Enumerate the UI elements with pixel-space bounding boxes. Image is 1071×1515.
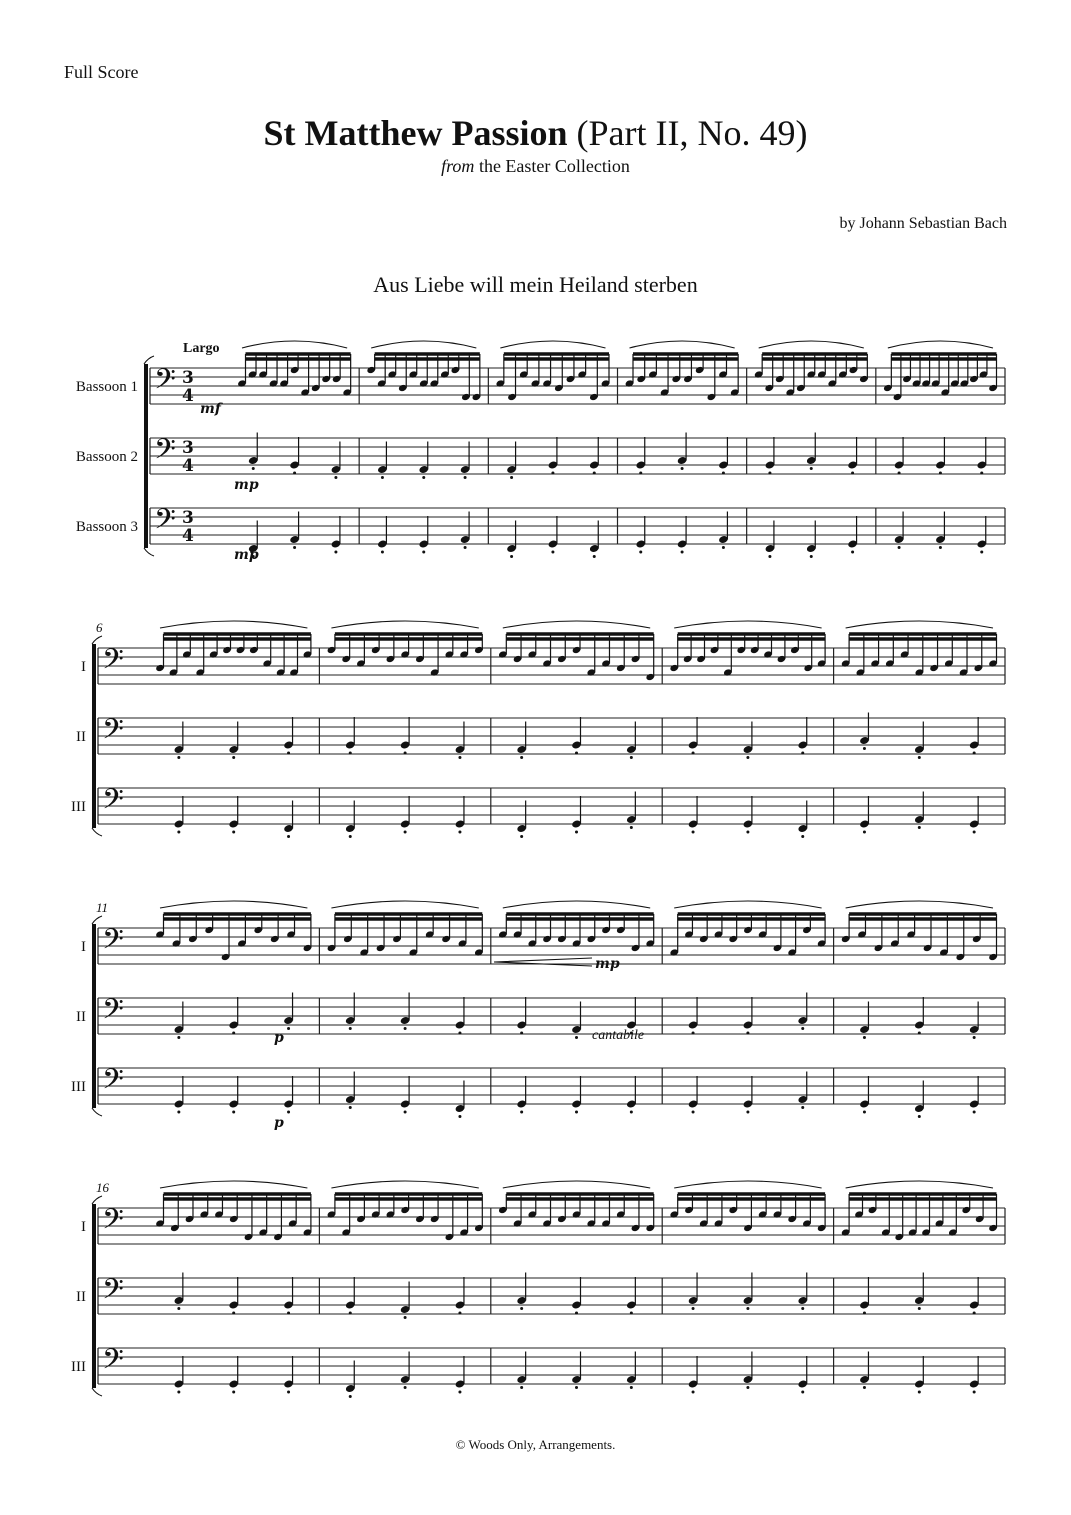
staccato-dot: [575, 831, 578, 834]
staccato-dot: [551, 551, 554, 554]
staccato-dot: [973, 1312, 976, 1315]
staff-3: [71, 1063, 1005, 1118]
slur: [503, 901, 650, 908]
staccato-dot: [801, 1391, 804, 1394]
staccato-dot: [801, 1027, 804, 1030]
slur: [846, 901, 993, 908]
instrument-label: I: [81, 939, 86, 955]
dynamic-marking: mp: [595, 956, 620, 972]
full-score-label: Full Score: [64, 62, 139, 82]
staccato-dot: [177, 1307, 180, 1310]
slur: [674, 901, 821, 908]
staccato-dot: [801, 835, 804, 838]
staccato-dot: [232, 831, 235, 834]
staff-3: [71, 783, 1005, 838]
staccato-dot: [458, 1115, 461, 1118]
staccato-dot: [177, 756, 180, 759]
instrument-label: III: [71, 1359, 86, 1375]
staccato-dot: [575, 1036, 578, 1039]
staccato-dot: [918, 1307, 921, 1310]
staccato-dot: [863, 1312, 866, 1315]
slur: [331, 1181, 478, 1188]
staccato-dot: [177, 1036, 180, 1039]
bass-clef-icon: 𝄢: [102, 1063, 124, 1103]
instrument-label: II: [76, 1289, 86, 1305]
staccato-dot: [510, 476, 513, 479]
staccato-dot: [252, 467, 255, 470]
staccato-dot: [404, 1027, 407, 1030]
staccato-dot: [593, 555, 596, 558]
staccato-dot: [422, 476, 425, 479]
instrument-label: III: [71, 1079, 86, 1095]
staccato-dot: [458, 756, 461, 759]
staccato-dot: [458, 1032, 461, 1035]
bass-clef-icon: 𝄢: [102, 923, 124, 963]
staccato-dot: [349, 835, 352, 838]
staccato-dot: [863, 831, 866, 834]
staccato-dot: [381, 551, 384, 554]
slur: [674, 621, 821, 628]
staccato-dot: [232, 1111, 235, 1114]
bass-clef-icon: 𝄢: [102, 643, 124, 683]
staccato-dot: [575, 1386, 578, 1389]
instrument-label: III: [71, 799, 86, 815]
staccato-dot: [980, 472, 983, 475]
staccato-dot: [863, 1386, 866, 1389]
title-main: St Matthew Passion: [263, 113, 568, 153]
tempo-marking: Largo: [183, 341, 220, 356]
staff-2: [76, 713, 1005, 760]
dynamic-marking: mp: [234, 547, 259, 563]
staccato-dot: [639, 551, 642, 554]
slur: [331, 901, 478, 908]
staccato-dot: [520, 756, 523, 759]
staccato-dot: [520, 1032, 523, 1035]
bass-clef-icon: 𝄢: [102, 993, 124, 1033]
title-suffix: (Part II, No. 49): [567, 113, 808, 153]
slur: [371, 341, 476, 348]
staccato-dot: [863, 747, 866, 750]
bracket-top: [92, 916, 102, 924]
staccato-dot: [177, 1111, 180, 1114]
staccato-dot: [575, 752, 578, 755]
crescendo-hairpin: [494, 958, 592, 966]
bracket-top: [92, 1196, 102, 1204]
staccato-dot: [458, 1312, 461, 1315]
staccato-dot: [746, 1111, 749, 1114]
staccato-dot: [973, 1111, 976, 1114]
dynamic-marking: p: [274, 1030, 284, 1046]
subtitle-rest: the Easter Collection: [474, 156, 630, 176]
staccato-dot: [692, 1111, 695, 1114]
expression-marking: cantabile: [592, 1028, 645, 1043]
bass-clef-icon: 𝄢: [102, 713, 124, 753]
bass-clef-icon: 𝄢: [102, 1273, 124, 1313]
staccato-dot: [939, 472, 942, 475]
staccato-dot: [973, 752, 976, 755]
time-signature-bottom: 4: [182, 386, 194, 406]
staccato-dot: [918, 1391, 921, 1394]
staccato-dot: [692, 831, 695, 834]
time-signature-bottom: 4: [182, 526, 194, 546]
slur: [846, 621, 993, 628]
slur: [759, 341, 864, 348]
staccato-dot: [973, 1036, 976, 1039]
staccato-dot: [692, 1032, 695, 1035]
system-2: [71, 620, 1005, 838]
staff-1: [81, 901, 1005, 964]
staccato-dot: [681, 551, 684, 554]
staccato-dot: [630, 1386, 633, 1389]
staccato-dot: [520, 1307, 523, 1310]
staccato-dot: [232, 1312, 235, 1315]
staccato-dot: [422, 551, 425, 554]
staccato-dot: [630, 1312, 633, 1315]
staccato-dot: [177, 1391, 180, 1394]
staccato-dot: [722, 472, 725, 475]
bracket-bottom: [92, 828, 102, 836]
instrument-label: Bassoon 2: [75, 449, 138, 465]
staccato-dot: [918, 826, 921, 829]
staccato-dot: [520, 1111, 523, 1114]
dynamic-marking: mf: [200, 401, 221, 417]
staccato-dot: [768, 472, 771, 475]
staccato-dot: [980, 551, 983, 554]
staccato-dot: [293, 472, 296, 475]
staccato-dot: [630, 1111, 633, 1114]
bracket-bottom: [92, 1108, 102, 1116]
staff-3: [76, 503, 1005, 558]
staff-3: [71, 1343, 1005, 1398]
system-3: [71, 900, 1005, 1118]
staccato-dot: [973, 1391, 976, 1394]
staccato-dot: [287, 1312, 290, 1315]
staccato-dot: [692, 1391, 695, 1394]
measure-number: 6: [96, 620, 103, 635]
staccato-dot: [918, 1032, 921, 1035]
staccato-dot: [287, 1391, 290, 1394]
staccato-dot: [404, 831, 407, 834]
staff-2: [76, 433, 1005, 480]
staccato-dot: [349, 1027, 352, 1030]
staccato-dot: [520, 835, 523, 838]
staccato-dot: [349, 1312, 352, 1315]
subtitle-from: from: [441, 156, 475, 176]
staccato-dot: [349, 752, 352, 755]
staccato-dot: [232, 1032, 235, 1035]
instrument-label: I: [81, 1219, 86, 1235]
staccato-dot: [851, 551, 854, 554]
bracket-top: [92, 636, 102, 644]
instrument-label: Bassoon 3: [75, 519, 138, 535]
staccato-dot: [681, 467, 684, 470]
staccato-dot: [334, 476, 337, 479]
staccato-dot: [898, 472, 901, 475]
measure-number: 11: [96, 900, 109, 915]
staccato-dot: [630, 756, 633, 759]
dynamic-marking: mp: [234, 477, 259, 493]
bracket-top: [144, 356, 154, 364]
bass-clef-icon: 𝄢: [154, 363, 176, 403]
staccato-dot: [746, 756, 749, 759]
time-signature-top: 3: [182, 368, 194, 388]
staccato-dot: [768, 555, 771, 558]
staccato-dot: [630, 826, 633, 829]
staccato-dot: [464, 546, 467, 549]
staccato-dot: [801, 1106, 804, 1109]
staccato-dot: [349, 1106, 352, 1109]
staff-2: [76, 1273, 1005, 1320]
staccato-dot: [801, 752, 804, 755]
staccato-dot: [746, 1386, 749, 1389]
slur: [503, 1181, 650, 1188]
slur: [160, 621, 307, 628]
slur: [160, 1181, 307, 1188]
staccato-dot: [918, 1115, 921, 1118]
instrument-label: I: [81, 659, 86, 675]
staccato-dot: [746, 1307, 749, 1310]
staccato-dot: [334, 551, 337, 554]
staccato-dot: [939, 546, 942, 549]
slur: [846, 1181, 993, 1188]
bass-clef-icon: 𝄢: [102, 783, 124, 823]
staccato-dot: [810, 555, 813, 558]
staccato-dot: [801, 1307, 804, 1310]
staccato-dot: [639, 472, 642, 475]
staccato-dot: [575, 1312, 578, 1315]
bracket-bottom: [144, 548, 154, 556]
bass-clef-icon: 𝄢: [102, 1343, 124, 1383]
bass-clef-icon: 𝄢: [154, 503, 176, 543]
time-signature-bottom: 4: [182, 456, 194, 476]
slur: [888, 341, 993, 348]
system-1: [76, 341, 1005, 558]
staccato-dot: [810, 467, 813, 470]
instrument-label: Bassoon 1: [75, 379, 138, 395]
staccato-dot: [593, 472, 596, 475]
staccato-dot: [918, 756, 921, 759]
slur: [630, 341, 735, 348]
staccato-dot: [851, 472, 854, 475]
staff-1: [81, 621, 1005, 684]
bracket-bottom: [92, 1388, 102, 1396]
movement-title: Aus Liebe will mein Heiland sterben: [373, 272, 698, 297]
staccato-dot: [404, 1316, 407, 1319]
staccato-dot: [293, 546, 296, 549]
slur: [503, 621, 650, 628]
staccato-dot: [287, 835, 290, 838]
instrument-label: II: [76, 1009, 86, 1025]
staccato-dot: [551, 472, 554, 475]
staccato-dot: [746, 831, 749, 834]
staccato-dot: [232, 756, 235, 759]
staccato-dot: [863, 1036, 866, 1039]
staccato-dot: [404, 1111, 407, 1114]
system-4: [71, 1180, 1005, 1398]
composer: by Johann Sebastian Bach: [839, 215, 1007, 232]
staccato-dot: [458, 1391, 461, 1394]
staccato-dot: [232, 1391, 235, 1394]
staccato-dot: [381, 476, 384, 479]
staccato-dot: [458, 831, 461, 834]
slur: [674, 1181, 821, 1188]
slur: [500, 341, 605, 348]
staff-1: [81, 1181, 1005, 1244]
copyright-footer: © Woods Only, Arrangements.: [455, 1437, 616, 1452]
staccato-dot: [510, 555, 513, 558]
staccato-dot: [520, 1386, 523, 1389]
measure-number: 16: [96, 1180, 109, 1195]
time-signature-top: 3: [182, 508, 194, 528]
instrument-label: II: [76, 729, 86, 745]
bass-clef-icon: 𝄢: [154, 433, 176, 473]
staccato-dot: [464, 476, 467, 479]
staccato-dot: [692, 752, 695, 755]
slur: [160, 901, 307, 908]
staccato-dot: [287, 1027, 290, 1030]
staccato-dot: [898, 546, 901, 549]
staccato-dot: [287, 1111, 290, 1114]
staccato-dot: [349, 1395, 352, 1398]
staccato-dot: [863, 1111, 866, 1114]
staccato-dot: [287, 752, 290, 755]
staccato-dot: [722, 546, 725, 549]
time-signature-top: 3: [182, 438, 194, 458]
staccato-dot: [692, 1307, 695, 1310]
staccato-dot: [177, 831, 180, 834]
slur: [331, 621, 478, 628]
staff-2: [76, 993, 1005, 1040]
staccato-dot: [973, 831, 976, 834]
dynamic-marking: p: [274, 1115, 284, 1131]
staccato-dot: [404, 1386, 407, 1389]
staccato-dot: [575, 1111, 578, 1114]
bass-clef-icon: 𝄢: [102, 1203, 124, 1243]
slur: [242, 341, 347, 348]
staccato-dot: [404, 752, 407, 755]
staccato-dot: [746, 1032, 749, 1035]
